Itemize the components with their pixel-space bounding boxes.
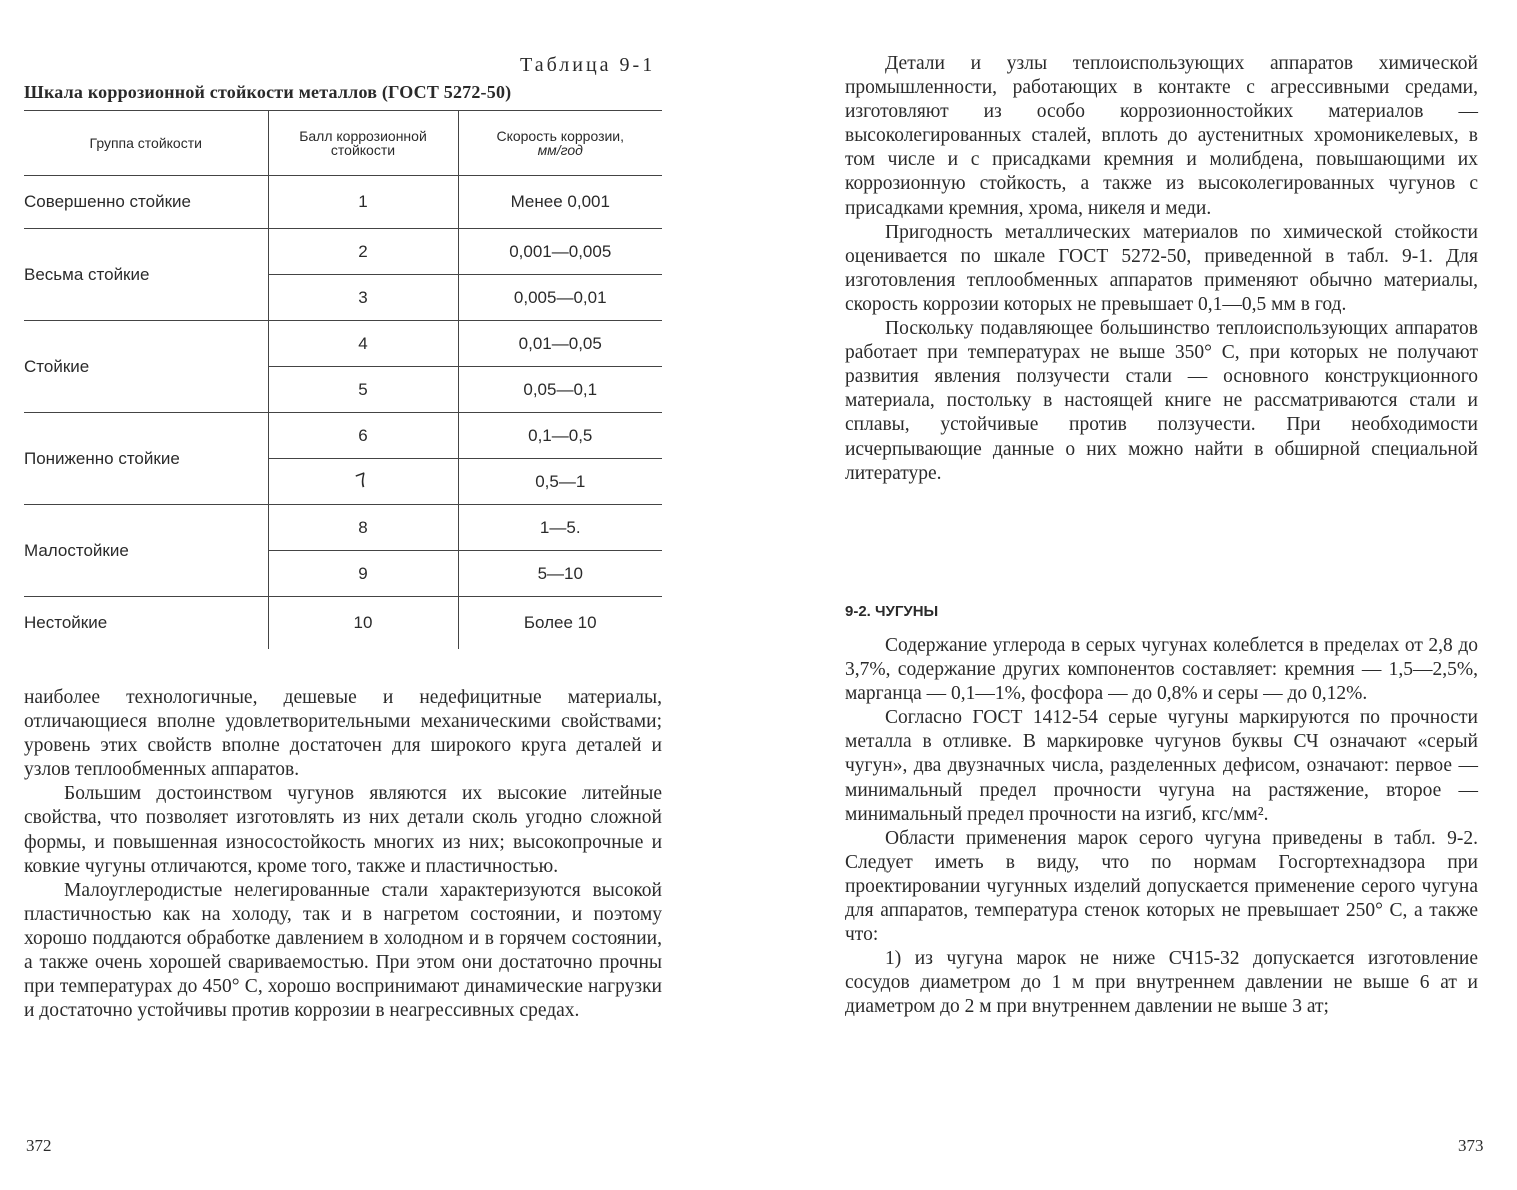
group-name: Весьма стойкие bbox=[24, 229, 268, 321]
paragraph: Малоуглеродистые нелегированные стали характеризуются высокой пластичностью как на холоду, так и в нагретом состоянии, и поэтому хорошо поддаются обработке давлением в холодном и в горячем состоянии, а также очень хорошей свариваемостью. При этом они достаточно прочны при температурах до 450° С, хорошо воспринимают динамические нагрузки и достаточно устойчивы против коррозии в неагрессивных средах. bbox=[24, 879, 662, 1022]
header-rate-main: Скорость коррозии, bbox=[496, 128, 625, 144]
paragraph: Области применения марок серого чугуна приведены в табл. 9-2. Следует иметь в виду, что по нормам Госгортехнадзора при проектировании чугунных изделий допускается применение серого чугуна для аппаратов, температура стенок которых не превышает 250° С, а также что: bbox=[845, 827, 1478, 946]
rate-cell: 1—5. bbox=[458, 505, 662, 551]
score-cell: 10 bbox=[268, 597, 458, 650]
paragraph: Большим достоинством чугунов являются их высокие литейные свойства, что позволяет изготовлять из них детали сколь угодно сложной формы, и повышенная износостойкость многих из них; высокопрочные и ковкие чугуны отличаются, кроме того, также и пластичностью. bbox=[24, 783, 662, 877]
rate-cell: 5—10 bbox=[458, 551, 662, 597]
paragraph: Детали и узлы теплоиспользующих аппаратов химической промышленности, работающих в контакте с агрессивными средами, изготовляют из особо коррозионностойких материалов — высоколегированных сталей, вплоть до аустенитных хромоникелевых, в том числе и с присадками кремния и молибдена, повышающими их коррозионную стойкость, а также из высоколегированных чугунов с присадками кремния, хрома, никеля и меди. bbox=[845, 53, 1478, 219]
score-cell: 3 bbox=[268, 275, 458, 321]
header-group: Группа стойкости bbox=[24, 111, 268, 176]
rate-cell: 0,1—0,5 bbox=[458, 413, 662, 459]
table-title: Шкала коррозионной стойкости металлов (ГОСТ 5272-50) bbox=[24, 82, 512, 102]
rate-cell: 0,5—1 bbox=[458, 459, 662, 505]
group-name: Малостойкие bbox=[24, 505, 268, 597]
score-cell: 5 bbox=[268, 367, 458, 413]
rate-cell: Менее 0,001 bbox=[458, 176, 662, 229]
score-cell: 1 bbox=[268, 176, 458, 229]
rate-cell: 0,01—0,05 bbox=[458, 321, 662, 367]
score-cell: 9 bbox=[268, 551, 458, 597]
header-rate-unit: мм/год bbox=[537, 142, 583, 158]
right-body-text-top bbox=[845, 52, 1478, 486]
table-row bbox=[24, 321, 662, 367]
page-number: 373 bbox=[1458, 1136, 1484, 1155]
table-row bbox=[24, 597, 662, 650]
score-cell: 8 bbox=[268, 505, 458, 551]
table-row bbox=[24, 413, 662, 459]
score-seven-glyph: 7 bbox=[353, 468, 372, 494]
table-header-row bbox=[24, 111, 662, 176]
paragraph: Содержание углерода в серых чугунах колеблется в пределах от 2,8 до 3,7%, содержание других компонентов составляет: кремния — 1,5—2,5%, марганца — 0,1—1%, фосфора — до 0,8% и серы — до 0,12%. bbox=[845, 635, 1478, 705]
paragraph: Поскольку подавляющее большинство теплоиспользующих аппаратов работает при температурах не выше 350° С, при которых не получают развития явления ползучести стали — основного конструкционного материала, постольку в настоящей книге не рассматриваются стали и сплавы, устойчивые против ползучести. При необходимости исчерпывающие данные о них можно найти в обширной специальной литературе. bbox=[845, 318, 1478, 484]
page-number: 372 bbox=[26, 1136, 52, 1155]
table-label: Таблица 9-1 bbox=[520, 54, 656, 76]
left-body-text bbox=[24, 686, 662, 1023]
group-name: Совершенно стойкие bbox=[24, 192, 191, 211]
header-rate bbox=[458, 111, 662, 176]
rate-cell: 0,001—0,005 bbox=[458, 229, 662, 275]
rate-cell: Более 10 bbox=[458, 597, 662, 650]
score-cell bbox=[268, 459, 458, 505]
group-name: Нестойкие bbox=[24, 597, 268, 650]
table-row bbox=[24, 505, 662, 551]
group-name: Пониженно стойкие bbox=[24, 413, 268, 505]
score-cell: 4 bbox=[268, 321, 458, 367]
score-cell: 6 bbox=[268, 413, 458, 459]
paragraph: наиболее технологичные, дешевые и недефицитные материалы, отличающиеся вполне удовлетворительными механическими свойствами; уровень этих свойств вполне достаточен для широкого круга деталей и узлов теплообменных аппаратов. bbox=[24, 687, 662, 781]
rate-cell: 0,05—0,1 bbox=[458, 367, 662, 413]
paragraph: Согласно ГОСТ 1412-54 серые чугуны маркируются по прочности металла в отливке. В маркировке чугунов буквы СЧ означают «серый чугун», два двузначных числа, разделенных дефисом, означают: первое — минимальный предел прочности чугуна на растяжение, второе — минимальный предел прочности на изгиб, кгс/мм². bbox=[845, 707, 1478, 825]
left-page bbox=[0, 0, 758, 1190]
right-body-text-bottom bbox=[845, 634, 1478, 1020]
right-page bbox=[758, 0, 1517, 1190]
score-cell: 2 bbox=[268, 229, 458, 275]
paragraph: 1) из чугуна марок не ниже СЧ15-32 допускается изготовление сосудов диаметром до 1 м при внутреннем давлении не выше 6 ат и диаметром до 2 м при внутреннем давлении не выше 3 ат; bbox=[845, 948, 1478, 1018]
corrosion-resistance-table bbox=[24, 110, 662, 649]
table-row bbox=[24, 176, 662, 229]
table-row bbox=[24, 229, 662, 275]
section-heading: 9-2. ЧУГУНЫ bbox=[845, 603, 939, 620]
paragraph: Пригодность металлических материалов по химической стойкости оценивается по шкале ГОСТ 5272-50, приведенной в табл. 9-1. Для изготовления теплообменных аппаратов применяют обычно материалы, скорость коррозии которых не превышает 0,1—0,5 мм в год. bbox=[845, 221, 1478, 315]
group-name: Стойкие bbox=[24, 321, 268, 413]
rate-cell: 0,005—0,01 bbox=[458, 275, 662, 321]
header-score: Балл коррозионной стойкости bbox=[268, 111, 458, 176]
